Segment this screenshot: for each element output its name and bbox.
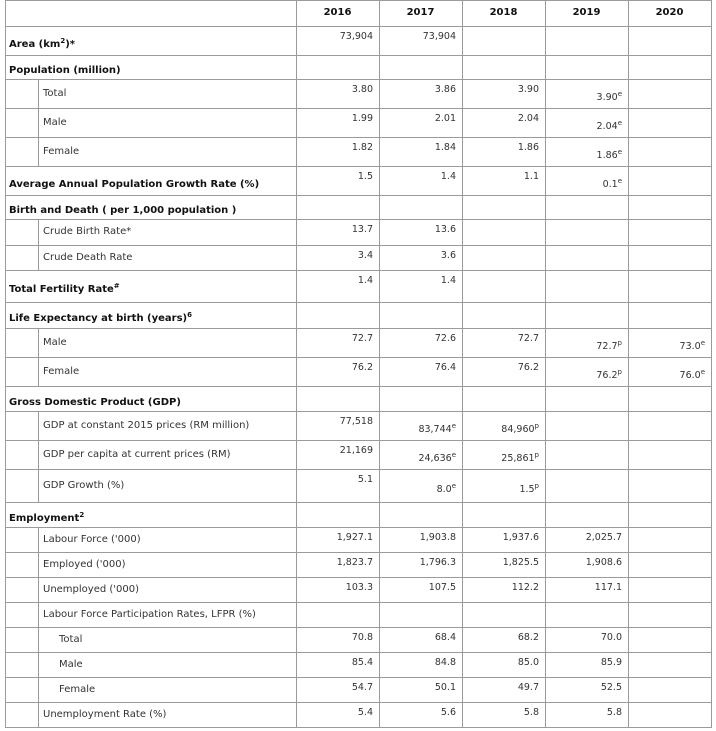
table-cell	[479, 142, 539, 154]
cell-value: 85.9	[600, 657, 622, 668]
cell-value: 1,823.7	[336, 557, 373, 568]
table-cell	[396, 657, 456, 669]
cell-value: 54.7	[351, 682, 373, 693]
table-cell	[396, 142, 456, 154]
section-heading	[9, 36, 76, 51]
indent-vline	[38, 411, 39, 440]
section-heading	[9, 284, 120, 296]
row-label-text: Birth and Death ( per 1,000 population )	[9, 205, 237, 216]
section-heading	[9, 65, 121, 77]
indent-vline	[38, 219, 39, 245]
table-cell	[479, 557, 539, 569]
row-label-text: Crude Birth Rate*	[43, 226, 132, 237]
row-label	[43, 609, 256, 621]
row-label-text: Male	[59, 658, 83, 670]
cell-value: 5.8	[523, 707, 539, 718]
cell-value: 70.8	[351, 632, 373, 643]
row-label-text: Population (million)	[9, 65, 121, 76]
cell-value: 85.0	[517, 657, 539, 668]
cell-value: 1,908.6	[585, 557, 622, 568]
cell-value: 49.7	[517, 682, 539, 693]
table-cell	[313, 171, 373, 183]
grid-hline	[5, 677, 712, 678]
table-cell	[396, 224, 456, 236]
cell-value: 3.90	[517, 84, 539, 95]
table-cell	[562, 147, 622, 162]
table-cell	[313, 142, 373, 154]
table-cell	[479, 582, 539, 594]
cell-value: 103.3	[345, 582, 373, 593]
indent-vline	[38, 652, 39, 677]
grid-hline	[5, 357, 712, 358]
table-cell	[313, 474, 373, 486]
table-cell	[562, 89, 622, 104]
table-cell	[479, 657, 539, 669]
cell-value: 83,744	[418, 423, 452, 435]
table-cell	[396, 171, 456, 183]
cell-value: 1.5	[519, 483, 535, 495]
row-label	[43, 252, 132, 264]
table-cell	[562, 682, 622, 694]
table-cell	[479, 113, 539, 125]
cell-value: 76.2	[517, 362, 539, 373]
row-label-text: Total Fertility Rate	[9, 284, 114, 295]
row-label	[43, 559, 126, 571]
grid-vline	[379, 0, 380, 727]
section-heading	[9, 397, 181, 409]
table-cell	[313, 682, 373, 694]
cell-value: 5.1	[357, 474, 373, 485]
cell-value: 1.4	[440, 171, 456, 182]
grid-hline	[5, 527, 712, 528]
table-cell	[396, 450, 456, 465]
cell-value: 73,904	[422, 31, 456, 42]
grid-hline	[5, 727, 712, 728]
grid-hline	[5, 469, 712, 470]
table-cell	[313, 333, 373, 345]
indent-vline	[38, 440, 39, 469]
row-label-suffix: )*	[65, 38, 76, 50]
table-cell	[562, 707, 622, 719]
grid-hline	[5, 219, 712, 220]
indent-vline	[38, 108, 39, 137]
grid-vline	[545, 0, 546, 727]
row-label	[43, 226, 131, 238]
indent-vline	[38, 469, 39, 502]
row-label-text: Labour Force Participation Rates, LFPR (%)	[43, 608, 256, 620]
row-label-text: Gross Domestic Product (GDP)	[9, 396, 181, 408]
row-label	[43, 584, 139, 596]
table-cell	[562, 657, 622, 669]
section-heading	[9, 205, 236, 217]
indent-vline	[38, 677, 39, 702]
table-cell	[479, 333, 539, 345]
cell-note: e	[451, 421, 456, 430]
table-cell	[645, 338, 705, 353]
table-cell	[313, 532, 373, 544]
table-cell	[479, 707, 539, 719]
cell-note: e	[617, 89, 622, 98]
cell-value: 73.0	[679, 340, 701, 352]
row-label-text: GDP per capita at current prices (RM)	[43, 448, 231, 460]
table-cell	[479, 632, 539, 644]
table-cell	[396, 84, 456, 96]
grid-hline	[5, 440, 712, 441]
table-cell	[313, 632, 373, 644]
table-cell	[396, 481, 456, 496]
section-heading	[9, 313, 192, 325]
table-cell	[313, 445, 373, 457]
cell-value: 68.2	[517, 632, 539, 643]
column-header-2018: 2018	[489, 7, 518, 18]
cell-value: 70.0	[600, 632, 622, 643]
cell-value: 3.6	[440, 250, 456, 261]
grid-hline	[5, 79, 712, 80]
row-label	[43, 146, 79, 158]
indent-vline	[38, 527, 39, 552]
table-cell	[313, 416, 373, 428]
table-cell	[396, 362, 456, 374]
cell-value: 77,518	[339, 416, 373, 427]
table-cell	[313, 582, 373, 594]
table-cell	[313, 275, 373, 287]
cell-value: 1.4	[440, 275, 456, 286]
cell-value: 1,937.6	[502, 532, 539, 543]
row-label-text: Labour Force ('000)	[43, 533, 141, 545]
table-cell	[562, 118, 622, 133]
cell-value: 1,796.3	[419, 557, 456, 568]
row-label-text: Unemployed ('000)	[43, 583, 140, 595]
cell-value: 72.6	[434, 333, 456, 344]
cell-note: e	[617, 176, 622, 185]
cell-value: 117.1	[594, 582, 622, 593]
cell-value: 1.1	[523, 171, 539, 182]
cell-value: 5.4	[357, 707, 373, 718]
row-label	[43, 117, 67, 129]
cell-value: 13.7	[351, 224, 373, 235]
cell-note: p	[534, 421, 539, 430]
table-cell	[479, 450, 539, 465]
cell-value: 112.2	[511, 582, 539, 593]
grid-hline	[5, 627, 712, 628]
cell-value: 68.4	[434, 632, 456, 643]
indent-vline	[38, 137, 39, 166]
grid-vline	[296, 0, 297, 727]
cell-value: 2.01	[434, 113, 456, 124]
cell-note: p	[617, 338, 622, 347]
cell-value: 1,903.8	[419, 532, 456, 543]
table-cell	[313, 31, 373, 43]
indent-vline	[38, 245, 39, 270]
grid-hline	[5, 502, 712, 503]
cell-note: e	[617, 118, 622, 127]
table-cell	[479, 421, 539, 436]
row-label-text: Employment	[9, 512, 80, 524]
row-label-text: Unemployment Rate (%)	[43, 708, 167, 720]
table-cell	[562, 557, 622, 569]
cell-value: 2.04	[596, 120, 618, 132]
grid-hline	[5, 652, 712, 653]
table-cell	[562, 582, 622, 594]
row-label-text: Employed ('000)	[43, 558, 126, 570]
row-label-text: Life Expectancy at birth (years)	[9, 313, 188, 324]
table-cell	[396, 113, 456, 125]
table-cell	[562, 338, 622, 353]
cell-note: p	[617, 367, 622, 376]
cell-value: 73,904	[339, 31, 373, 42]
cell-value: 72.7	[517, 333, 539, 344]
row-label	[59, 634, 82, 646]
cell-value: 50.1	[434, 682, 456, 693]
table-cell	[479, 481, 539, 496]
table-cell	[396, 557, 456, 569]
grid-vline	[462, 0, 463, 727]
grid-hline	[5, 108, 712, 109]
grid-hline	[5, 411, 712, 412]
row-label	[43, 337, 67, 349]
cell-value: 1.86	[596, 149, 618, 161]
row-label-text: Average Annual Population Growth Rate (%)	[9, 178, 260, 190]
grid-vline	[5, 0, 6, 727]
column-header-2016: 2016	[323, 7, 352, 18]
table-cell	[562, 176, 622, 191]
table-cell	[313, 707, 373, 719]
cell-value: 3.4	[357, 250, 373, 261]
table-cell	[396, 582, 456, 594]
grid-hline	[5, 166, 712, 167]
cell-value: 5.6	[440, 707, 456, 718]
cell-value: 1.86	[517, 142, 539, 153]
row-label	[43, 480, 124, 492]
row-label	[43, 88, 66, 100]
cell-value: 84,960	[501, 423, 535, 435]
grid-hline	[5, 328, 712, 329]
row-label	[43, 534, 141, 546]
footnote-mark: 6	[187, 311, 192, 319]
grid-hline	[5, 245, 712, 246]
cell-value: 1.99	[351, 113, 373, 124]
table-cell	[479, 171, 539, 183]
grid-hline	[5, 270, 712, 271]
footnote-mark: 2	[79, 510, 85, 519]
cell-value: 1.84	[434, 142, 456, 153]
row-label-text: Female	[59, 683, 96, 695]
table-cell	[313, 224, 373, 236]
table-cell	[645, 367, 705, 382]
row-label-text: Area (km	[9, 38, 61, 50]
table-cell	[396, 275, 456, 287]
table-cell	[479, 362, 539, 374]
grid-hline	[5, 0, 712, 1]
cell-value: 25,861	[501, 452, 535, 464]
indent-vline	[38, 577, 39, 602]
row-label-text: GDP at constant 2015 prices (RM million)	[43, 419, 250, 431]
table-cell	[313, 557, 373, 569]
indent-vline	[38, 328, 39, 357]
indent-vline	[38, 357, 39, 386]
cell-value: 5.8	[606, 707, 622, 718]
row-label-text: Crude Death Rate	[43, 251, 133, 263]
section-heading	[9, 510, 85, 525]
table-cell	[313, 84, 373, 96]
table-cell	[313, 657, 373, 669]
grid-vline	[711, 0, 712, 727]
footnote-mark: #	[113, 282, 120, 290]
cell-value: 1.5	[357, 171, 373, 182]
section-heading	[9, 179, 259, 191]
grid-hline	[5, 702, 712, 703]
cell-value: 3.80	[351, 84, 373, 95]
row-label-text: Female	[43, 145, 80, 157]
indent-vline	[38, 702, 39, 727]
grid-hline	[5, 577, 712, 578]
row-label	[43, 366, 79, 378]
grid-hline	[5, 137, 712, 138]
table-cell	[562, 367, 622, 382]
table-cell	[396, 532, 456, 544]
cell-value: 13.6	[434, 224, 456, 235]
table-cell	[396, 250, 456, 262]
cell-value: 2.04	[517, 113, 539, 124]
grid-hline	[5, 602, 712, 603]
cell-value: 72.7	[596, 340, 618, 352]
grid-hline	[5, 386, 712, 387]
grid-hline	[5, 195, 712, 196]
cell-note: p	[534, 481, 539, 490]
grid-hline	[5, 26, 712, 27]
table-cell	[479, 84, 539, 96]
cell-value: 3.90	[596, 91, 618, 103]
column-header-2020: 2020	[655, 7, 684, 18]
row-label-text: GDP Growth (%)	[43, 479, 125, 491]
footnote-mark: 2	[60, 36, 66, 45]
table-cell	[396, 421, 456, 436]
cell-value: 1.4	[357, 275, 373, 286]
grid-hline	[5, 302, 712, 303]
cell-value: 76.2	[351, 362, 373, 373]
grid-hline	[5, 55, 712, 56]
column-header-2017: 2017	[406, 7, 435, 18]
cell-value: 24,636	[418, 452, 452, 464]
indent-vline	[38, 552, 39, 577]
table-cell	[479, 682, 539, 694]
cell-value: 76.2	[596, 369, 618, 381]
cell-value: 1,825.5	[502, 557, 539, 568]
column-header-2019: 2019	[572, 7, 601, 18]
row-label	[43, 709, 166, 721]
row-label	[59, 659, 83, 671]
indent-vline	[38, 79, 39, 108]
row-label-text: Male	[43, 116, 67, 128]
table-cell	[479, 532, 539, 544]
cell-value: 8.0	[436, 483, 452, 495]
cell-note: e	[700, 338, 705, 347]
cell-value: 85.4	[351, 657, 373, 668]
cell-value: 21,169	[339, 445, 373, 456]
cell-value: 84.8	[434, 657, 456, 668]
grid-vline	[628, 0, 629, 727]
cell-value: 2,025.7	[585, 532, 622, 543]
table-cell	[562, 632, 622, 644]
table-cell	[396, 707, 456, 719]
cell-value: 1.82	[351, 142, 373, 153]
table-cell	[396, 632, 456, 644]
cell-value: 76.4	[434, 362, 456, 373]
row-label-text: Total	[43, 87, 67, 99]
cell-note: p	[534, 450, 539, 459]
cell-value: 1,927.1	[336, 532, 373, 543]
cell-value: 3.86	[434, 84, 456, 95]
table-cell	[313, 113, 373, 125]
table-cell	[396, 31, 456, 43]
cell-note: e	[700, 367, 705, 376]
indent-vline	[38, 602, 39, 627]
cell-value: 107.5	[428, 582, 456, 593]
row-label-text: Female	[43, 365, 80, 377]
table-cell	[562, 532, 622, 544]
row-label-text: Total	[59, 633, 83, 645]
table-cell	[396, 682, 456, 694]
row-label-text: Male	[43, 336, 67, 348]
cell-value: 76.0	[679, 369, 701, 381]
cell-note: e	[451, 481, 456, 490]
table-cell	[313, 250, 373, 262]
cell-note: e	[617, 147, 622, 156]
cell-note: e	[451, 450, 456, 459]
cell-value: 72.7	[351, 333, 373, 344]
table-cell	[313, 362, 373, 374]
row-label	[59, 684, 95, 696]
table-cell	[396, 333, 456, 345]
row-label	[43, 420, 249, 432]
row-label	[43, 449, 231, 461]
indent-vline	[38, 627, 39, 652]
grid-hline	[5, 552, 712, 553]
cell-value: 52.5	[600, 682, 622, 693]
cell-value: 0.1	[602, 178, 618, 190]
